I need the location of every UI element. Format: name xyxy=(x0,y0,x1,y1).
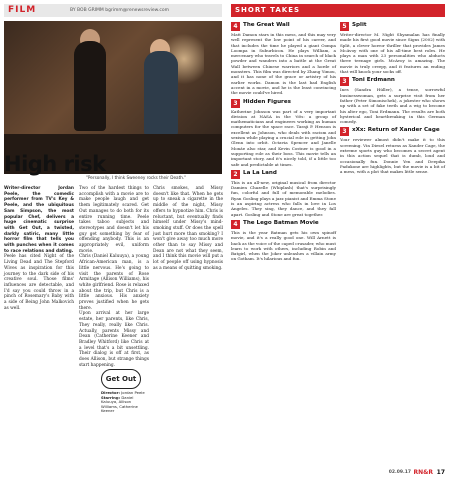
person-left xyxy=(74,41,106,131)
review-header xyxy=(340,127,445,136)
review-body: Matt Damon stars in this mess, and this may very well represent the low point of his career, and that includes the time he played a giant Oompa Loompa in Suburbicon. He plays William, a mercenary who travels to China in search of black powder and wanders into a battle at the Great Wall between Chinese warriors and a horde of monsters. This film was directed by Zhang Yimou, and it has none of the grace or artistry of his earlier works. Damon is the last bad English accent in a movie, and he is the least convincing the movie could've hired. xyxy=(231,32,336,96)
page-footer xyxy=(231,468,445,478)
middle-column xyxy=(79,186,149,369)
review-item xyxy=(340,127,445,174)
review-title: The Lego Batman Movie xyxy=(243,219,319,226)
review-title: Split xyxy=(352,22,367,28)
photo-caption: "Personally, I think Sweeney rocks their Death." xyxy=(86,175,187,180)
starring-names: Daniel Kaluuya, Allison Williams, Catherine Keener xyxy=(101,394,138,414)
section-label-film: FILM xyxy=(4,4,222,17)
review-title: La La Land xyxy=(243,169,277,176)
page-number: 17 xyxy=(436,469,445,476)
right-column xyxy=(153,186,223,272)
review-body: Writer-director M. Night Shyamalan has finally made his first good movie since Signs (2002) with Split, a clever horror thriller that provides James McAvoy with one of his all-time best roles. He plays a man with 23 personalities who abducts three teenage girls. McAvoy is amazing. The movie is truly creepy, and it features an ending that will knock your socks off. xyxy=(340,32,445,75)
film-info-box xyxy=(101,369,147,414)
film-title-badge: Get Out xyxy=(101,369,141,389)
review-header xyxy=(340,22,445,31)
rating-badge: 4 xyxy=(231,220,240,229)
page-header xyxy=(0,0,449,20)
byline: BY BOB GRIMM bgrimm@renewsreview.com xyxy=(70,8,169,13)
review-body: This is the year Batman gets his own spinoff movie, and it's a really good one. Will Arnett is back as the voice of the caped crusader, who must learn to work with others, including Robin and Batgirl, when the Joker unleashes a villain army on Gotham. It's hilarious and fun. xyxy=(231,229,336,262)
review-title: The Great Wall xyxy=(243,22,290,28)
rating-badge: 4 xyxy=(231,22,240,31)
review-body: Katherine Johnson was part of a very important division at NASA in the '60s: a group of mathematicians and engineers working as human computers for the space race. Taraji P. Henson is excellent as Johnson, who deals with racism and sexism while playing a crucial role in getting John Glenn into orbit. Octavia Spencer and Janelle Monáe also star, and Kevin Costner is good in a supporting role as their boss. This movie tells an important story, and it's nicely told, if a little too safe and predictable at times. xyxy=(231,108,336,167)
review-header xyxy=(231,170,336,179)
headline: High risk xyxy=(4,152,106,176)
body-paragraph: Chris (Daniel Kaluuya), a young African-American man, is a little nervous. He's going to visit the parents of Rose Armitage (Allison Williams), his white girlfriend. Rose is relaxed about the trip, but Chris is a little anxious. His anxiety proves justified when he gets there. xyxy=(79,254,149,311)
review-body: Your reviewer almost didn't make it to this screening. Vin Diesel returns as Xander Cage, the extreme sports guy who becomes a secret agent in this action sequel that is dumb, loud and occasionally fun. Donnie Yen and Deepika Padukone are highlights, but the movie is a bit of a mess, with a plot that makes little sense. xyxy=(340,137,445,175)
review-item xyxy=(340,22,445,74)
review-header xyxy=(231,22,336,31)
review-title: xXx: Return of Xander Cage xyxy=(352,127,440,134)
issue-date: 02.09.17 xyxy=(388,470,411,475)
review-body: Ines (Sandra Hüller), a tense, sorrowful businesswoman, gets a surprise visit from her father (Peter Simonischek), a jokester who shows up with a set of fake teeth and a wig to become his alter ego, Toni Erdmann. The results are both hysterical and heartbreaking in this German comedy. xyxy=(340,87,445,125)
review-header xyxy=(340,77,445,86)
rating-badge: 3 xyxy=(340,127,349,136)
rating-badge: 3 xyxy=(231,99,240,108)
review-header xyxy=(231,220,336,229)
body-paragraph: Peele has cited Night of the Living Dead and The Stepford Wives as inspiration for this journey to the dark side of his creative soul. Those films' influences are detectable, and I'd say you could throw in a pinch of Rosemary's Baby with a side of Being John Malkovich as well. xyxy=(4,254,74,311)
body-paragraph: Two of the hardest things to accomplish with a movie are to make people laugh and get them legitimately scared. Get Out manages to do both for its entire running time. Peele takes taboo subjects and stereotypes and doesn't let his guy get something by fear of offending anybody. This is an appropriately evil, uniform movie. xyxy=(79,186,149,254)
director-name: Jordan Peele xyxy=(121,390,145,395)
publication-logo: RN&R xyxy=(413,469,433,476)
director-label: Director: xyxy=(101,390,120,395)
review-title: Hidden Figures xyxy=(243,98,291,105)
review-item xyxy=(231,22,336,96)
rating-badge: 3 xyxy=(340,77,349,86)
lead-paragraph: Writer-director Jordan Peele, the comedic performer from TV's Key & Peele, and the ubiquitous Sam Simpson, the most popular Chef, delivers a huge cinematic surprise with Get Out, a twisted, darkly satiric, many little horror film that tells you with punches when it comes to race relations and dating. xyxy=(4,186,74,254)
rating-badge: 2 xyxy=(231,170,240,179)
review-item xyxy=(231,220,336,262)
review-body: This is an all-new, original musical from director Damien Chazelle (Whiplash) that's surprisingly fun, colorful and full of memorable melodies. Ryan Gosling plays a jazz pianist and Emma Stone is an aspiring actress who falls in love in Los Angeles. They sing, they dance, and they fall apart. Gosling and Stone are great together. xyxy=(231,179,336,217)
starring-label: Starring: xyxy=(101,394,121,400)
section-label-short-takes: SHORT TAKES xyxy=(231,4,445,17)
short-takes-right-column xyxy=(340,22,445,178)
review-header xyxy=(231,99,336,108)
lead-column xyxy=(4,186,74,311)
review-item xyxy=(231,99,336,167)
short-takes-left-column xyxy=(231,22,336,265)
person-right xyxy=(144,51,178,136)
review-item xyxy=(340,77,445,124)
review-title: Toni Erdmann xyxy=(352,77,395,84)
body-paragraph: Upon arrival at her large estate, her parents, like Chris, They really, really like Chris. Actually, parents Missy and Dean (Catherine Keener and Bradley Whitford) like Chris at a level that's a bit unsettling. Their dialog is off at first, as does Allison, but strange things start happening. xyxy=(79,311,149,368)
review-item xyxy=(231,170,336,217)
body-paragraph: Chris smokes, and Missy doesn't like that. When he gets up to sneak a cigarette in the middle of the night, Missy offers to hypnotize him. Chris is reluctant, but eventually finds himself under Missy's mind-smoking stuff. Or does the spell just hurt more than smoking? I won't give away too much more other than to say Missy and Dean are not what they seem, and I think this movie will put a lot of people off using hypnosis as a means of quitting smoking. xyxy=(153,186,223,271)
rating-badge: 5 xyxy=(340,22,349,31)
film-credits xyxy=(101,391,149,414)
